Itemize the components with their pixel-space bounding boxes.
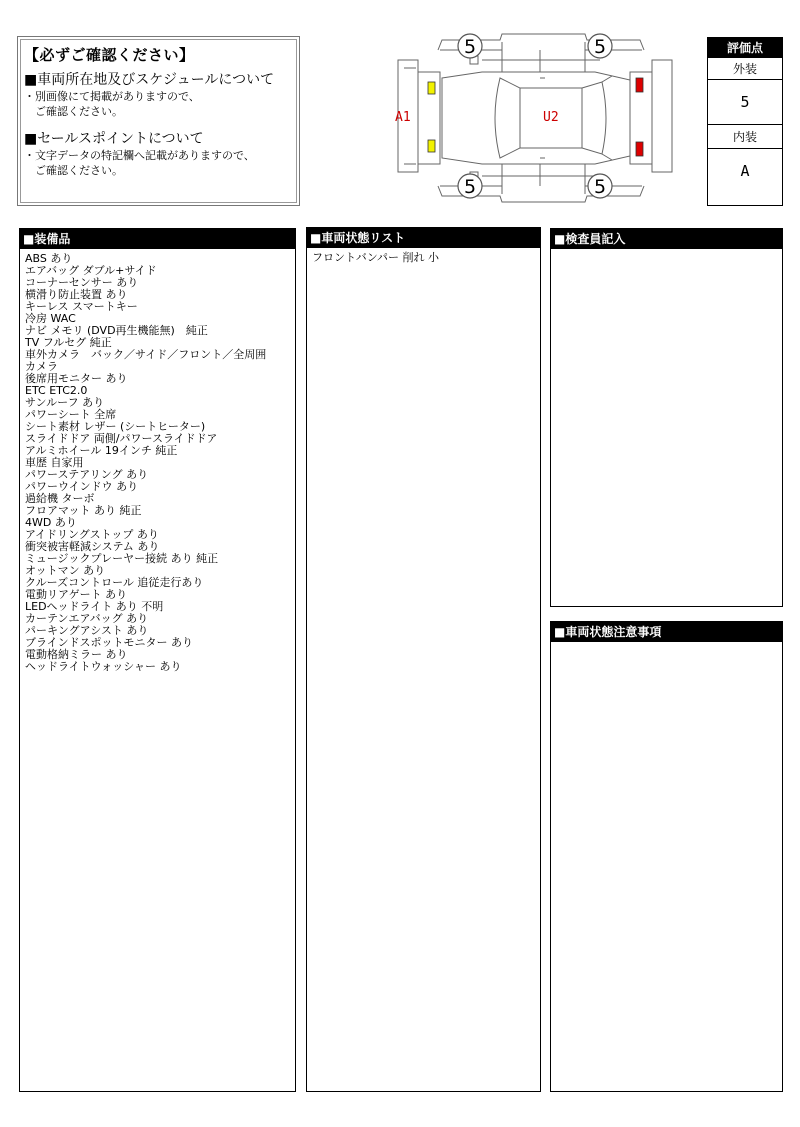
- equipment-item: クルーズコントロール 追従走行あり: [25, 576, 204, 589]
- equipment-item: 後席用モニター あり: [25, 372, 128, 385]
- equipment-item: フロアマット あり 純正: [25, 504, 142, 517]
- notes-panel: [550, 621, 783, 1092]
- notes-header: ■車両状態注意事項: [551, 622, 782, 642]
- equipment-item: コーナーセンサー あり: [25, 276, 139, 289]
- inspector-header: ■検査員記入: [551, 229, 782, 249]
- equipment-item: 冷房 WAC: [25, 312, 76, 325]
- notice-section1-title: ■車両所在地及びスケジュールについて: [24, 72, 275, 88]
- equipment-item: パーキングアシスト あり: [25, 624, 149, 637]
- equipment-item: LEDヘッドライト あり 不明: [25, 600, 164, 613]
- notice-section2-line: ・文字データの特記欄へ記載がありますので、: [24, 149, 255, 162]
- rear-lamp-icon: [636, 78, 643, 92]
- equipment-header: ■装備品: [20, 229, 295, 249]
- damage-mark-roof: U2: [543, 110, 559, 125]
- car-damage-diagram: [390, 30, 680, 205]
- equipment-item: スライドドア 両側/パワースライドドア: [25, 432, 218, 445]
- wheel-score-rear-bottom: 5: [593, 176, 607, 198]
- equipment-list: [20, 249, 295, 673]
- notice-section2-title: ■セールスポイントについて: [24, 131, 204, 147]
- equipment-item: ミュージックプレーヤー接続 あり 純正: [25, 552, 219, 565]
- equipment-item: キーレス スマートキー: [25, 300, 138, 313]
- equipment-item: カメラ: [25, 360, 58, 373]
- notice-section2-line: ご確認ください。: [24, 164, 123, 177]
- equipment-item: ブラインドスポットモニター あり: [25, 636, 194, 649]
- equipment-item: 車歴 自家用: [25, 456, 84, 469]
- interior-label: 内装: [708, 125, 782, 149]
- wheel-scores: [458, 34, 612, 198]
- front-lamp-icon: [428, 140, 435, 152]
- inspector-panel: [550, 228, 783, 607]
- rating-box: [707, 37, 783, 206]
- equipment-panel: [19, 228, 296, 1092]
- equipment-item: サンルーフ あり: [25, 396, 105, 409]
- equipment-item: 衝突被害軽減システム あり: [25, 540, 160, 553]
- equipment-item: 横滑り防止装置 あり: [25, 288, 128, 301]
- condition-list: [307, 248, 540, 264]
- condition-panel: [306, 227, 541, 1092]
- rear-lamp-icon: [636, 142, 643, 156]
- wheel-score-front-top: 5: [463, 36, 477, 58]
- equipment-item: ナビ メモリ (DVD再生機能無) 純正: [25, 324, 208, 337]
- equipment-item: 過給機 ターボ: [25, 492, 95, 505]
- condition-header: ■車両状態リスト: [307, 228, 540, 248]
- equipment-item: TV フルセグ 純正: [25, 336, 112, 349]
- equipment-item: 電動格納ミラー あり: [25, 648, 128, 661]
- equipment-item: ヘッドライトウォッシャー あり: [25, 660, 182, 673]
- damage-mark-front: A1: [395, 110, 411, 125]
- equipment-item: シート素材 レザー (シートヒーター): [25, 420, 206, 433]
- notice-section1-line: ご確認ください。: [24, 105, 123, 118]
- notice-box: [17, 36, 300, 206]
- notice-title: 【必ずご確認ください】: [24, 46, 195, 64]
- equipment-item: アルミホイール 19インチ 純正: [25, 444, 178, 457]
- equipment-item: ABS あり: [25, 252, 73, 265]
- rating-header: 評価点: [708, 38, 782, 58]
- exterior-label: 外装: [708, 58, 782, 80]
- interior-value: A: [740, 162, 750, 180]
- equipment-item: エアバッグ ダブル+サイド: [25, 264, 157, 277]
- condition-item: フロントバンパー 削れ 小: [312, 251, 440, 264]
- notice-section1-line: ・別画像にて掲載がありますので、: [24, 90, 200, 103]
- wheel-score-front-bottom: 5: [463, 176, 477, 198]
- notice-inner: [20, 39, 297, 203]
- equipment-item: 車外カメラ バック／サイド／フロント／全周囲: [25, 348, 267, 361]
- equipment-item: パワーウインドウ あり: [25, 480, 139, 493]
- equipment-item: 4WD あり: [25, 516, 77, 529]
- exterior-value: 5: [708, 80, 782, 125]
- equipment-item: ETC ETC2.0: [25, 384, 88, 397]
- equipment-item: パワーシート 全席: [25, 408, 117, 421]
- front-lamp-icon: [428, 82, 435, 94]
- equipment-item: オットマン あり: [25, 564, 106, 577]
- wheel-score-rear-top: 5: [593, 36, 607, 58]
- equipment-item: パワーステアリング あり: [25, 468, 149, 481]
- equipment-item: アイドリングストップ あり: [25, 528, 159, 541]
- equipment-item: カーテンエアバッグ あり: [25, 612, 149, 625]
- equipment-item: 電動リアゲート あり: [25, 588, 128, 601]
